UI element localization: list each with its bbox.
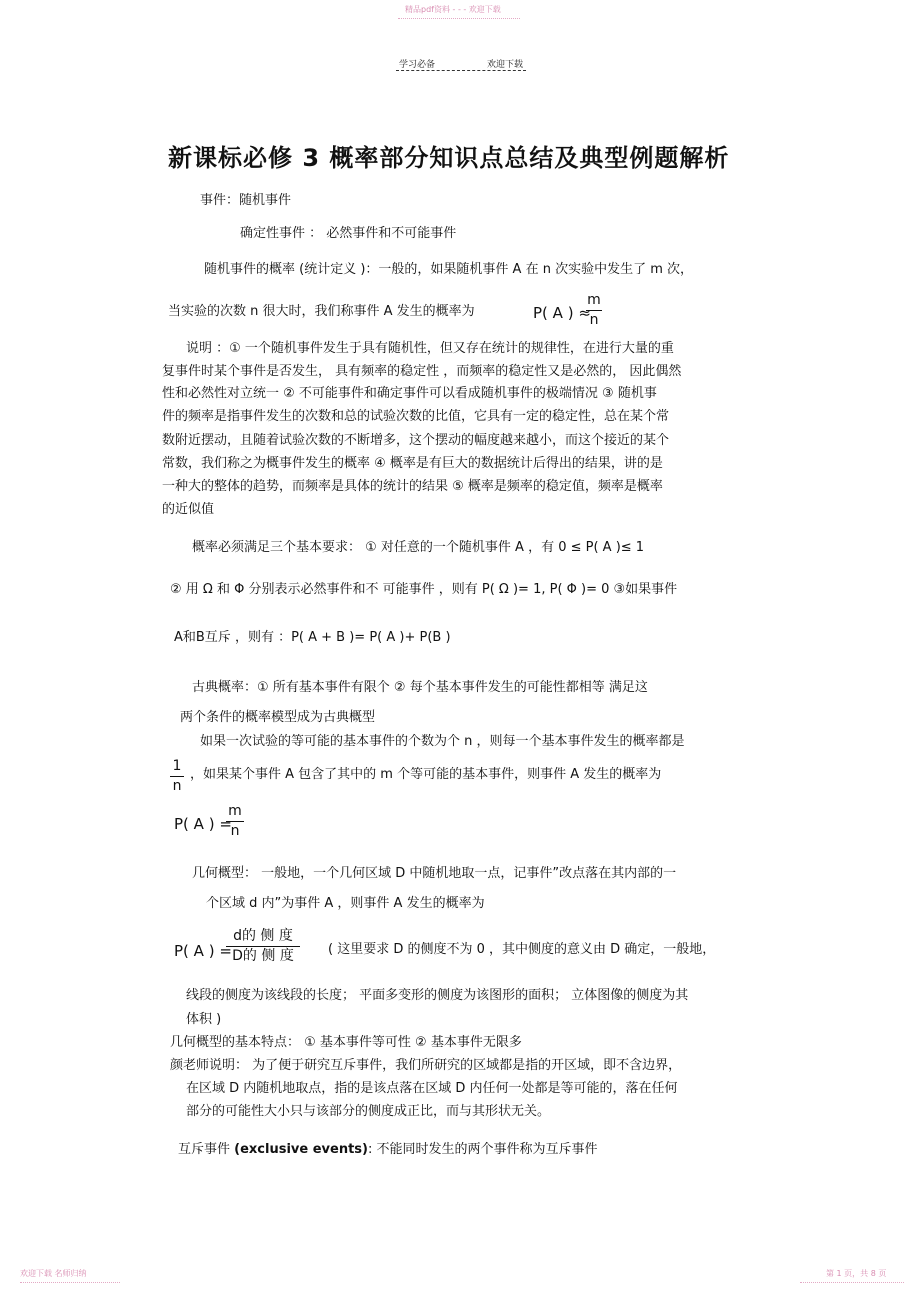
teacher-note-line-2: 在区域 D 内随机地取点，指的是该点落在区域 D 内任何一处都是等可能的，落在任何 [186,1081,678,1096]
requirement-line-2: ② 用 Ω 和 Φ 分别表示必然事件和不 可能事件 ，则有 P( Ω )= 1, P( Φ )= 0 ③如果事件 [170,582,678,597]
formula-4-lhs: P( A ) = [174,942,232,960]
header-rule [396,70,526,71]
watermark-bottom-left: 欢迎下载 名师归纳 [20,1269,87,1278]
watermark-divider [398,18,520,19]
header-right: 欢迎下载 [487,60,524,70]
classical-line-1: 古典概率：① 所有基本事件有限个 ② 每个基本事件发生的可能性都相等 满足这 [192,680,648,695]
header-left: 学习必备 [399,60,436,70]
watermark-top: 精品pdf资料 - - - 欢迎下载 [405,5,501,14]
teacher-note-line-3: 部分的可能性大小只与该部分的侧度成正比，而与其形状无关。 [186,1104,551,1119]
watermark-divider [20,1282,120,1283]
note-line-5: 数附近摆动，且随着试验次数的不断增多，这个摆动的幅度越来越小，而这个接近的某个 [162,433,670,448]
geometric-features: 几何概型的基本特点： ① 基本事件等可性 ② 基本事件无限多 [170,1035,522,1050]
fraction-bar [226,946,300,947]
formula-4-denominator: D的 侧 度 [232,948,294,964]
formula-3-numerator: m [228,803,242,819]
line-random-event: 事件：随机事件 [200,193,292,208]
fraction-bar [586,310,602,311]
formula-4-fraction [226,928,300,965]
page-title: 新课标必修 3 概率部分知识点总结及典型例题解析 [168,144,730,172]
watermark-divider [800,1282,904,1283]
formula-3-denominator: n [230,823,240,839]
formula-1-denominator: n [589,312,599,328]
formula-1-numerator: m [587,292,601,308]
classical-line-2: 两个条件的概率模型成为古典概型 [180,710,376,725]
classical-line-4: ，如果某个事件 A 包含了其中的 m 个等可能的基本事件，则事件 A 发生的概率为 [190,767,662,782]
note-line-2: 复事件时某个事件是否发生， 具有频率的稳定性 ，而频率的稳定性又是必然的， 因此偶然 [162,364,682,379]
line-deterministic-event: 确定性事件 ： 必然事件和不可能事件 [240,226,457,241]
formula-3-fraction [226,803,244,840]
formula-1-lhs: P( A ) ≈ [533,304,591,322]
geometric-line-1: 几何概型： 一般地，一个几何区域 D 中随机地取一点，记事件”改点落在其内部的一 [192,866,677,881]
geometric-line-4: 线段的侧度为该线段的长度； 平面多变形的侧度为该图形的面积； 立体图像的侧度为其 [186,988,689,1003]
exclusive-events-term: 互斥事件 [178,1142,235,1157]
page-number: 第 1 页，共 8 页 [826,1269,887,1278]
note-line-7: 一种大的整体的趋势，而频率是具体的统计的结果 ⑤ 概率是频率的稳定值，频率是概率 [162,479,663,494]
formula-2-denominator: n [172,778,182,794]
classical-line-3: 如果一次试验的等可能的基本事件的个数为个 n ，则每一个基本事件发生的概率都是 [200,734,685,749]
formula-3-lhs: P( A ) = [174,815,232,833]
exclusive-events-definition: : 不能同时发生的两个事件称为互斥事件 [367,1142,598,1157]
note-line-6: 常数，我们称之为概事件发生的概率 ④ 概率是有巨大的数据统计后得出的结果，讲的是 [162,456,663,471]
formula-2-numerator: 1 [172,758,182,774]
geometric-line-2: 个区域 d 内”为事件 A ，则事件 A 发生的概率为 [206,896,485,911]
line-probability-def: 随机事件的概率 (统计定义 )：一般的，如果随机事件 A 在 n 次实验中发生了 m 次， [204,262,693,277]
geometric-line-3: ( 这里要求 D 的侧度不为 0 ，其中侧度的意义由 D 确定，一般地， [328,942,716,957]
requirement-line-3: A和B互斥 ，则有 ：P( A + B )= P( A )+ P(B ) [174,630,451,645]
line-probability-def-2: 当实验的次数 n 很大时，我们称事件 A 发生的概率为 [168,304,475,319]
formula-1-fraction [586,292,602,329]
note-line-8: 的近似值 [162,502,215,517]
teacher-note-line-1: 颜老师说明： 为了便于研究互斥事件，我们所研究的区域都是指的开区域，即不含边界， [170,1058,682,1073]
note-line-3: 性和必然性对立统一 ② 不可能事件和确定事件可以看成随机事件的极端情况 ③ 随机事 [162,386,657,401]
note-line-4: 件的频率是指事件发生的次数和总的试验次数的比值，它具有一定的稳定性，总在某个常 [162,409,670,424]
exclusive-events-line [178,1142,597,1158]
fraction-bar [226,821,244,822]
fraction-bar [170,776,184,777]
formula-2-fraction [170,758,184,795]
requirement-line-1: 概率必须满足三个基本要求： ① 对任意的一个随机事件 A ，有 0 ≤ P( A )≤ 1 [192,540,645,555]
exclusive-events-english: (exclusive events) [234,1142,368,1157]
formula-4-numerator: d的 侧 度 [233,928,293,944]
geometric-line-5: 体积 ) [186,1012,222,1027]
note-line-1: 说明 ：① 一个随机事件发生于具有随机性，但又存在统计的规律性，在进行大量的重 [186,341,674,356]
